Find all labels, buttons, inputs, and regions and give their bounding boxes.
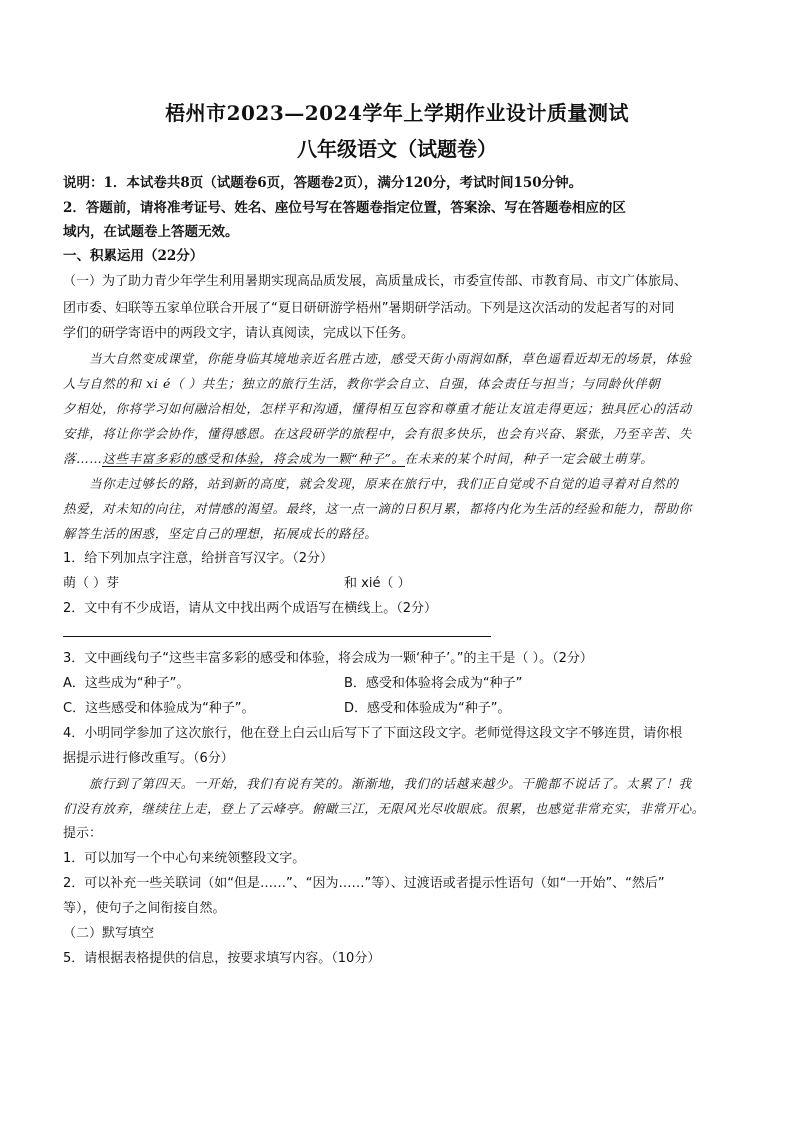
underlined-sentence: 这些丰富多彩的感受和体验，将会成为一颗“种子”。: [102, 451, 405, 466]
q1-item-a: 萌（ ）芽: [63, 576, 120, 591]
hint-line: 等），使句子之间衔接自然。: [63, 901, 226, 916]
q3-option-d: D．感受和体验成为“种子”。: [344, 701, 511, 716]
notes-line: 说明：1．本试卷共8页（试题卷6页，答题卷2页），满分120分，考试时间150分钟。: [63, 175, 583, 191]
question-3: 3．文中画线句子“这些丰富多彩的感受和体验，将会成为一颗‘种子’。”的主干是（ ）。（2分）: [63, 651, 593, 666]
notes-line: 2．答题前，请将准考证号、姓名、座位号写在答题卷指定位置，答案涂、写在答题卷相应的区: [63, 200, 626, 216]
q4-passage-line: 们没有放弃，继续往上走，登上了云峰亭。俯瞰三江，无限风光尽收眼底。很累，也感觉非常充实，非常开心。: [63, 801, 705, 816]
passage-line: [63, 449, 735, 469]
passage-line: 当大自然变成课堂，你能身临其境地亲近名胜古迹，感受天街小雨润如酥，草色遥看近却无的场景，体验: [89, 351, 692, 366]
question-4: 据提示进行修改重写。（6分）: [63, 751, 234, 766]
q3-option-c: C．这些感受和体验成为“种子”。: [63, 701, 255, 716]
passage-line: 安排，将让你学会协作，懂得感恩。在这段研学的旅程中，会有很多快乐，也会有兴奋、紧张，乃至辛苦、失: [63, 426, 692, 441]
question-1: 1．给下列加点字注意，给拼音写汉字。（2分）: [63, 551, 334, 566]
question-2: 2．文中有不少成语，请从文中找出两个成语写在横线上。（2分）: [63, 601, 438, 616]
hint-line: 2．可以补充一些关联词（如“但是……”、“因为……”等）、过渡语或者提示性语句（如“一开始”、“然后”: [63, 876, 665, 891]
q3-option-a: A．这些成为“种子”。: [63, 676, 190, 691]
question-5: 5．请根据表格提供的信息，按要求填写内容。（10分）: [63, 951, 381, 966]
notes-line: 域内，在试题卷上答题无效。: [63, 224, 239, 240]
passage-line: 当你走过够长的路，站到新的高度，就会发现，原来在旅行中，我们正自觉或不自觉的追寻着对自然的: [89, 476, 679, 491]
passage-line: 热爱，对未知的向往，对情感的渴望。最终，这一点一滴的日积月累，都将内化为生活的经验和能力，帮助你: [63, 501, 692, 516]
passage-text: 落……: [63, 451, 103, 466]
exam-subtitle: 八年级语文（试题卷）: [297, 137, 497, 161]
intro-line: 学们的研学寄语中的两段文字，请认真阅读，完成以下任务。: [63, 326, 415, 341]
hint-line: 1．可以加写一个中心句来统领整段文字。: [63, 851, 306, 866]
q1-item-b: 和 xié（ ）: [344, 576, 411, 591]
hint-label: 提示：: [63, 826, 103, 841]
passage-line: 解答生活的困惑，坚定自己的理想，拓展成长的路径。: [63, 526, 378, 541]
exam-title: 梧州市2023—2024学年上学期作业设计质量测试: [165, 101, 629, 125]
passage-line: 人与自然的和 xi é（ ）共生；独立的旅行生活，教你学会自立、自强，体会责任与担当；与同龄伙伴朝: [63, 376, 661, 391]
passage-line: 夕相处，你将学习如何融洽相处，怎样平和沟通，懂得相互包容和尊重才能让友谊走得更远；独具匠心的活动: [63, 401, 692, 416]
q4-passage-line: 旅行到了第四天。一开始，我们有说有笑的。渐渐地，我们的话越来越少。干脆都不说话了。太累了！我: [89, 776, 692, 791]
question-4: 4．小明同学参加了这次旅行，他在登上白云山后写下了下面这段文字。老师觉得这段文字不够连贯，请你根: [63, 726, 683, 741]
answer-blank-line: [63, 636, 491, 637]
q3-option-b: B．感受和体验将会成为“种子”: [344, 676, 523, 691]
intro-line: 团市委、妇联等五家单位联合开展了“夏日研研游学梧州”暑期研学活动。下列是这次活动的发起者写的对同: [63, 301, 675, 316]
part-heading: （二）默写填空: [63, 926, 155, 941]
passage-text: 在未来的某个时间，种子一定会破土萌芽。: [404, 451, 654, 466]
section-heading: 一、积累运用（22分）: [63, 248, 204, 264]
intro-line: （一）为了助力青少年学生利用暑期实现高品质发展，高质量成长，市委宣传部、市教育局、市文广体旅局、: [63, 274, 688, 289]
